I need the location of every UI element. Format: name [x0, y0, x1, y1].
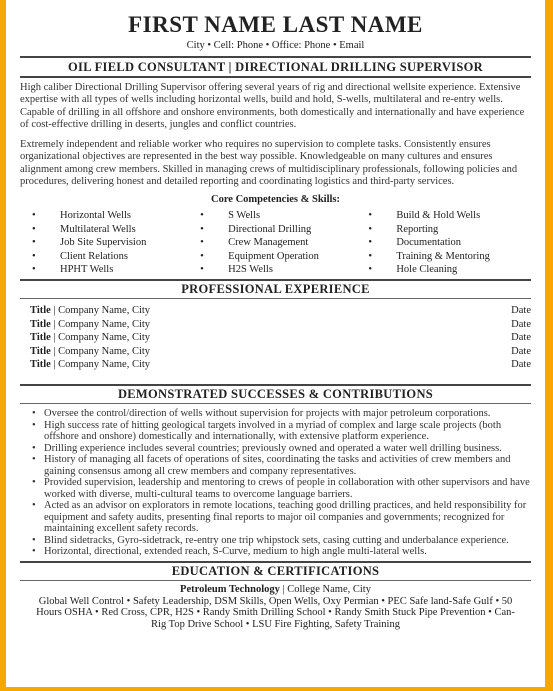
applicant-name: FIRST NAME LAST NAME	[128, 12, 423, 37]
successes-list	[20, 408, 531, 558]
experience-row	[20, 345, 531, 358]
job-title: Title	[30, 305, 51, 317]
experience-row	[20, 331, 531, 344]
education-block	[20, 584, 531, 630]
company: | Company Name, City	[50, 359, 151, 371]
degree-line	[20, 584, 531, 596]
certification-line: Hours OSHA • Red Cross, CPR, H2S • Randy Smith Drilling School • Randy Smith Stuck Pipe Prevention • Can-	[36, 607, 515, 619]
list-item: • Oversee the control/direction of wells without supervision for projects with major petroleum corporations.	[20, 408, 531, 420]
divider	[20, 580, 531, 581]
skill-item: • Multilateral Wells	[26, 223, 194, 236]
skill-item: • Job Site Supervision	[26, 236, 194, 249]
summary-paragraph: Extremely independent and reliable worker who requires no supervision to complete tasks. Consistently ensures organizational objectives are represented in the best way possible. Knowledgeable on many cultures and ensures alignment among crew members. Skilled in managing crews of multidisciplinary professionals, following policies and procedures, delivering honest and detailed reporting and coordinating logistics and third-party services.	[20, 139, 518, 188]
job-title: Title	[30, 359, 51, 371]
job-title: Title	[30, 332, 51, 344]
skill-item: • Reporting	[362, 223, 530, 236]
certification-line: Rig Top Drive School • LSU Fire Fighting, Safety Training	[151, 618, 400, 630]
job-date: Date	[511, 345, 531, 357]
experience-list	[20, 304, 531, 371]
certification-line: Global Well Control • Safety Leadership, DSM Skills, Open Wells, Oxy Permian • PEC Safe land-Safe Gulf • 50	[38, 595, 513, 607]
degree: Petroleum Technology	[180, 583, 280, 595]
job-date: Date	[511, 359, 531, 371]
summary	[20, 82, 531, 188]
list-item: • Acted as an advisor on explorators in remote locations, teaching good drilling practices, and held responsibility for equipment and safety audits, presenting final reports to major oil companies and governments; recognized for maintaining excellent safety records.	[20, 500, 531, 535]
company: | Company Name, City	[50, 305, 151, 317]
skill-item: • Horizontal Wells	[26, 209, 194, 222]
skills-grid	[20, 209, 531, 276]
list-item: • Horizontal, directional, extended reach, S-Curve, medium to high angle multi-lateral wells.	[20, 546, 531, 558]
divider	[20, 76, 531, 78]
skill-item: • S Wells	[194, 209, 362, 222]
successes-title: DEMONSTRATED SUCCESSES & CONTRIBUTIONS	[117, 387, 434, 402]
list-item: • Provided supervision, leadership and mentoring to crews of people in collaboration with other supervisors and have worked with diverse, multi-cultural teams to overcome language barriers.	[20, 477, 531, 500]
core-competencies-title: Core Competencies & Skills:	[211, 194, 340, 206]
resume-page	[6, 0, 545, 687]
company: | Company Name, City	[50, 345, 151, 357]
skills-column	[26, 209, 194, 276]
divider	[20, 403, 531, 404]
skill-item: • Crew Management	[194, 236, 362, 249]
skill-item: • HPHT Wells	[26, 263, 194, 276]
job-date: Date	[511, 318, 531, 330]
list-item: • Blind sidetracks, Gyro-sidetrack, re-entry one trip whipstock sets, casing cutting and underbalance experience.	[20, 535, 531, 547]
job-date: Date	[511, 305, 531, 317]
company: | Company Name, City	[50, 318, 151, 330]
job-title: Title	[30, 318, 51, 330]
experience-row	[20, 358, 531, 371]
skill-item: • Training & Mentoring	[362, 250, 530, 263]
job-date: Date	[511, 332, 531, 344]
job-title: Title	[30, 345, 51, 357]
skill-item: • Client Relations	[26, 250, 194, 263]
contact-line: City • Cell: Phone • Office: Phone • Email	[186, 40, 365, 51]
company: | Company Name, City	[50, 332, 151, 344]
school: | College Name, City	[279, 583, 371, 595]
experience-row	[20, 318, 531, 331]
skill-item: • Documentation	[362, 236, 530, 249]
experience-title: PROFESSIONAL EXPERIENCE	[181, 282, 370, 297]
list-item: • History of managing all facets of operations of sites, coordinating the tasks and activities of crew members and gaining consensus among all crew members and company representatives.	[20, 454, 531, 477]
skill-item: • Build & Hold Wells	[362, 209, 530, 222]
education-title: EDUCATION & CERTIFICATIONS	[171, 563, 380, 578]
divider	[20, 298, 531, 299]
skill-item: • H2S Wells	[194, 263, 362, 276]
skills-column	[194, 209, 362, 276]
skills-column	[362, 209, 530, 276]
list-item: • High success rate of hitting geological targets involved in a myriad of complex and large scale projects (both offshore and onshore) domestically and internationally, with extensive platform experience.	[20, 420, 531, 443]
headline: OIL FIELD CONSULTANT | DIRECTIONAL DRILLING SUPERVISOR	[68, 60, 483, 74]
experience-row	[20, 304, 531, 317]
skill-item: • Equipment Operation	[194, 250, 362, 263]
skill-item: • Directional Drilling	[194, 223, 362, 236]
summary-paragraph: High caliber Directional Drilling Supervisor offering several years of rig and directional wellsite experience. Extensive expertise with all types of wells including horizontal wells, build and hold, S-wells, multilateral and re-entry wells. Capable of drilling in all offshore and onshore environments, both domestically and internationally and have experience of cost-effective drilling in deserts, jungles and conflict countries.	[20, 82, 525, 130]
list-item: • Drilling experience includes several countries; previously owned and operated a water well drilling business.	[20, 443, 531, 455]
skill-item: • Hole Cleaning	[362, 263, 530, 276]
